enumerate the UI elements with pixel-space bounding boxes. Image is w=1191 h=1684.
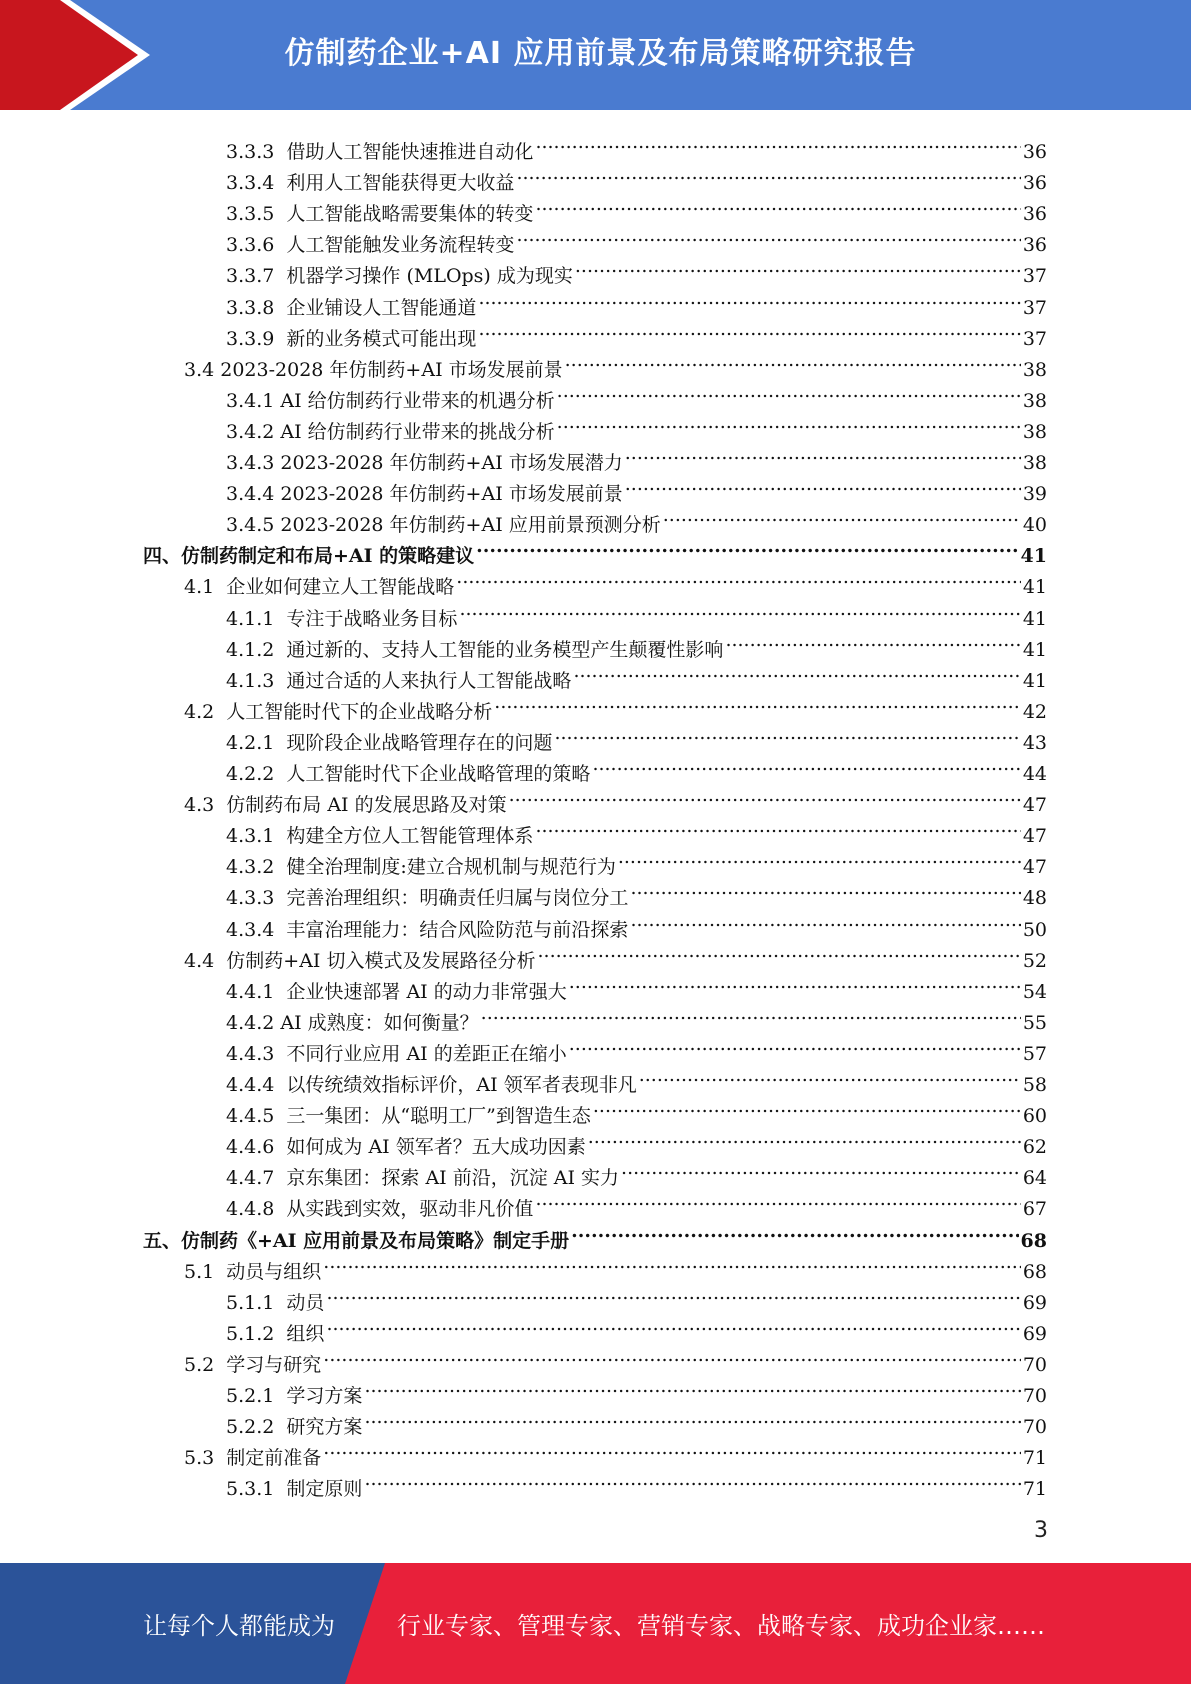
toc-entry[interactable] (226, 220, 1047, 257)
toc-dot-leader (535, 1184, 1020, 1215)
toc-entry-page: 47 (1022, 856, 1047, 879)
toc-entry[interactable] (226, 1402, 1047, 1439)
toc-entry-label: 4.4 仿制药+AI 切入模式及发展路径分析 (184, 949, 536, 972)
toc-dot-leader (364, 1402, 1020, 1433)
toc-dot-leader (554, 718, 1020, 749)
toc-entry[interactable] (226, 873, 1047, 910)
toc-entry-page: 36 (1022, 203, 1047, 226)
toc-entry[interactable] (143, 531, 1047, 568)
toc-dot-leader (571, 1216, 1018, 1247)
toc-entry-page: 41 (1020, 545, 1047, 568)
toc-entry[interactable] (226, 1122, 1047, 1159)
toc-entry-page: 64 (1022, 1167, 1047, 1190)
toc-entry-page: 37 (1022, 296, 1047, 319)
toc-entry-page: 40 (1022, 514, 1047, 537)
toc-entry-page: 41 (1022, 576, 1047, 599)
toc-entry-label: 4.2.2 人工智能时代下企业战略管理的策略 (226, 763, 591, 785)
toc-entry[interactable] (226, 1371, 1047, 1407)
toc-dot-leader (557, 407, 1021, 438)
toc-entry-label: 4.3 仿制药布局 AI 的发展思路及对策 (184, 794, 507, 817)
toc-dot-leader (663, 500, 1021, 531)
toc-dot-leader (494, 687, 1021, 718)
toc-dot-leader (323, 1247, 1021, 1278)
toc-entry-page: 41 (1022, 638, 1047, 661)
toc-dot-leader (625, 438, 1021, 469)
toc-entry[interactable] (226, 407, 1047, 443)
toc-entry-page: 71 (1022, 1447, 1047, 1470)
toc-dot-leader (557, 376, 1021, 407)
toc-entry-label: 5.3 制定前准备 (184, 1447, 322, 1470)
toc-entry-page: 41 (1022, 669, 1047, 692)
toc-entry[interactable] (226, 251, 1047, 288)
toc-entry-page: 71 (1022, 1478, 1047, 1501)
toc-entry-label: 4.3.1 构建全方位人工智能管理体系 (226, 825, 534, 848)
toc-entry-page: 38 (1022, 389, 1047, 412)
toc-entry[interactable] (226, 1309, 1047, 1345)
toc-entry-page: 48 (1022, 887, 1047, 910)
toc-entry-page: 37 (1022, 265, 1047, 288)
toc-entry[interactable] (226, 1060, 1047, 1096)
toc-entry-label: 3.4.1 AI 给仿制药行业带来的机遇分析 (226, 389, 555, 412)
toc-dot-leader (476, 531, 1018, 562)
toc-entry-page: 37 (1022, 327, 1047, 350)
toc-entry-label: 4.4.8 从实践到实效，驱动非凡价值 (226, 1198, 534, 1221)
toc-entry[interactable] (226, 811, 1047, 848)
toc-entry-label: 5.2.2 研究方案 (226, 1416, 363, 1439)
toc-dot-leader (478, 283, 1020, 314)
toc-entry[interactable] (226, 469, 1047, 506)
toc-dot-leader (326, 1309, 1020, 1340)
toc-entry-label: 4.3.3 完善治理组织：明确责任归属与岗位分工 (226, 887, 629, 910)
toc-entry-page: 36 (1022, 141, 1047, 163)
page-header (0, 0, 1191, 110)
toc-entry-page: 70 (1022, 1385, 1047, 1407)
toc-entry-page: 69 (1022, 1291, 1047, 1314)
toc-entry-page: 47 (1022, 794, 1047, 817)
toc-entry[interactable] (226, 189, 1047, 226)
toc-entry[interactable] (184, 1247, 1047, 1283)
toc-entry[interactable] (184, 780, 1047, 817)
toc-entry-label: 4.4.6 如何成为 AI 领军者？五大成功因素 (226, 1136, 586, 1159)
toc-entry-page: 36 (1022, 234, 1047, 257)
toc-dot-leader (481, 998, 1021, 1029)
toc-entry[interactable] (226, 842, 1047, 879)
toc-entry-label: 4.2.1 现阶段企业战略管理存在的问题 (226, 731, 553, 754)
toc-dot-leader (509, 780, 1021, 811)
toc-entry[interactable] (143, 1216, 1047, 1252)
toc-entry-page: 55 (1022, 1011, 1047, 1034)
toc-entry-page: 69 (1022, 1322, 1047, 1345)
toc-dot-leader (592, 749, 1020, 780)
toc-entry-label: 3.3.3 借助人工智能快速推进自动化 (226, 141, 534, 163)
toc-entry-label: 3.3.7 机器学习操作 (MLOps) 成为现实 (226, 265, 573, 288)
toc-dot-leader (535, 189, 1020, 220)
toc-dot-leader (630, 873, 1020, 904)
toc-entry[interactable] (226, 1091, 1047, 1128)
toc-entry-label: 5.2.1 学习方案 (226, 1385, 363, 1407)
toc-entry-page: 41 (1022, 607, 1047, 630)
toc-entry-label: 5.1 动员与组织 (184, 1260, 322, 1283)
toc-entry-label: 3.4.2 AI 给仿制药行业带来的挑战分析 (226, 420, 555, 443)
toc-entry[interactable] (226, 1184, 1047, 1221)
toc-entry[interactable] (226, 500, 1047, 537)
toc-entry[interactable] (226, 625, 1047, 661)
toc-dot-leader (621, 1153, 1021, 1184)
toc-entry-label: 4.4.2 AI 成熟度：如何衡量？ (226, 1011, 479, 1034)
toc-entry-label: 4.1.2 通过新的、支持人工智能的业务模型产生颠覆性影响 (226, 638, 724, 661)
toc-entry-page: 57 (1022, 1042, 1047, 1065)
footer-slogan-left: 让每个人都能成为 (143, 1612, 335, 1640)
toc-entry-page: 67 (1022, 1198, 1047, 1221)
toc-dot-leader (575, 251, 1021, 282)
toc-entry-label: 4.3.4 丰富治理能力：结合风险防范与前沿探索 (226, 918, 629, 941)
toc-entry-page: 70 (1022, 1353, 1047, 1376)
toc-entry-page: 36 (1022, 172, 1047, 195)
toc-entry-page: 50 (1022, 918, 1047, 941)
page-number: 3 (1034, 1518, 1048, 1543)
toc-entry-page: 58 (1022, 1074, 1047, 1096)
toc-entry[interactable] (226, 438, 1047, 474)
toc-entry-page: 54 (1022, 980, 1047, 1003)
toc-entry-page: 43 (1022, 731, 1047, 754)
toc-entry[interactable] (226, 127, 1047, 163)
toc-entry[interactable] (226, 158, 1047, 195)
footer-slogan-right: 行业专家、管理专家、营销专家、战略专家、成功企业家…… (397, 1612, 1045, 1640)
toc-dot-leader (618, 842, 1021, 873)
report-title: 仿制药企业+AI 应用前景及布局策略研究报告 (284, 36, 917, 71)
toc-dot-leader (569, 967, 1021, 998)
toc-entry-label: 5.3.1 制定原则 (226, 1478, 363, 1501)
toc-dot-leader (573, 656, 1020, 687)
toc-entry[interactable] (226, 594, 1047, 630)
toc-entry-page: 44 (1022, 763, 1047, 785)
toc-entry[interactable] (226, 718, 1047, 754)
toc-entry-label: 3.3.9 新的业务模式可能出现 (226, 327, 477, 350)
toc-dot-leader (516, 220, 1020, 251)
toc-entry-label: 3.3.5 人工智能战略需要集体的转变 (226, 203, 534, 226)
toc-entry[interactable] (226, 283, 1047, 319)
toc-entry[interactable] (226, 656, 1047, 692)
toc-entry[interactable] (226, 1029, 1047, 1065)
toc-entry-label: 3.3.8 企业铺设人工智能通道 (226, 296, 477, 319)
toc-entry-page: 68 (1020, 1229, 1047, 1252)
toc-entry-label: 4.2 人工智能时代下的企业战略分析 (184, 700, 493, 723)
toc-entry-label: 3.4.5 2023-2028 年仿制药+AI 应用前景预测分析 (226, 514, 661, 537)
toc-entry[interactable] (226, 749, 1047, 785)
toc-dot-leader (537, 936, 1020, 967)
toc-entry-page: 62 (1022, 1136, 1047, 1159)
toc-entry[interactable] (226, 314, 1047, 350)
toc-dot-leader (323, 1433, 1021, 1464)
toc-entry-label: 3.4.3 2023-2028 年仿制药+AI 市场发展潜力 (226, 452, 623, 474)
toc-entry[interactable] (184, 936, 1047, 972)
toc-dot-leader (569, 1029, 1021, 1060)
toc-entry[interactable] (226, 1464, 1047, 1501)
toc-dot-leader (364, 1464, 1020, 1495)
toc-dot-leader (459, 594, 1020, 625)
toc-entry[interactable] (226, 905, 1047, 941)
toc-entry-label: 5.2 学习与研究 (184, 1353, 322, 1376)
toc-entry[interactable] (226, 376, 1047, 412)
toc-entry-label: 四、仿制药制定和布局+AI 的策略建议 (143, 545, 475, 568)
toc-entry-label: 4.3.2 健全治理制度:建立合规机制与规范行为 (226, 856, 616, 879)
toc-entry-page: 38 (1022, 358, 1047, 381)
toc-dot-leader (364, 1371, 1020, 1402)
toc-entry-label: 4.4.1 企业快速部署 AI 的动力非常强大 (226, 980, 567, 1003)
toc-entry[interactable] (226, 967, 1047, 1003)
toc-dot-leader (326, 1278, 1020, 1309)
toc-dot-leader (625, 469, 1021, 500)
toc-entry-page: 70 (1022, 1416, 1047, 1439)
toc-entry-page: 68 (1022, 1260, 1047, 1283)
toc-dot-leader (323, 1340, 1021, 1371)
toc-entry[interactable] (184, 687, 1047, 723)
toc-dot-leader (639, 1060, 1021, 1091)
toc-dot-leader (630, 905, 1020, 936)
toc-entry-label: 4.4.4 以传统绩效指标评价，AI 领军者表现非凡 (226, 1074, 637, 1096)
toc-entry-page: 38 (1022, 452, 1047, 474)
toc-entry-label: 五、仿制药《+AI 应用前景及布局策略》制定手册 (143, 1229, 570, 1252)
toc-entry-label: 4.1.3 通过合适的人来执行人工智能战略 (226, 669, 572, 692)
toc-entry-label: 4.1.1 专注于战略业务目标 (226, 607, 458, 630)
toc-entry[interactable] (226, 1278, 1047, 1314)
toc-entry-page: 38 (1022, 420, 1047, 443)
toc-entry-page: 60 (1022, 1105, 1047, 1128)
toc-entry-page: 42 (1022, 700, 1047, 723)
toc-dot-leader (588, 1122, 1021, 1153)
toc-dot-leader (516, 158, 1020, 189)
toc-entry[interactable] (184, 345, 1047, 381)
toc-entry[interactable] (184, 562, 1047, 599)
toc-entry-label: 3.4 2023-2028 年仿制药+AI 市场发展前景 (184, 358, 563, 381)
toc-dot-leader (535, 811, 1020, 842)
page-footer (0, 1563, 1191, 1684)
toc-entry-label: 5.1.2 组织 (226, 1322, 325, 1345)
toc-entry-label: 5.1.1 动员 (226, 1291, 325, 1314)
toc-entry-page: 47 (1022, 825, 1047, 848)
toc-dot-leader (725, 625, 1020, 656)
toc-dot-leader (565, 345, 1021, 376)
toc-entry-label: 3.3.6 人工智能触发业务流程转变 (226, 234, 515, 257)
toc-entry-label: 4.4.7 京东集团：探索 AI 前沿，沉淀 AI 实力 (226, 1167, 620, 1190)
toc-entry[interactable] (184, 1340, 1047, 1376)
toc-dot-leader (478, 314, 1020, 345)
toc-entry-page: 52 (1022, 949, 1047, 972)
toc-entry-label: 4.1 企业如何建立人工智能战略 (184, 576, 455, 599)
toc-entry[interactable] (226, 1153, 1047, 1190)
toc-dot-leader (593, 1091, 1021, 1122)
toc-dot-leader (535, 127, 1020, 158)
toc-entry-label: 3.4.4 2023-2028 年仿制药+AI 市场发展前景 (226, 483, 623, 506)
toc-entry[interactable] (226, 998, 1047, 1034)
toc-entry-label: 3.3.4 利用人工智能获得更大收益 (226, 172, 515, 195)
toc-entry-label: 4.4.3 不同行业应用 AI 的差距正在缩小 (226, 1042, 567, 1065)
toc-entry-label: 4.4.5 三一集团：从“聪明工厂”到智造生态 (226, 1105, 591, 1128)
toc-dot-leader (456, 562, 1021, 593)
toc-entry[interactable] (184, 1433, 1047, 1470)
toc-entry-page: 39 (1022, 483, 1047, 506)
